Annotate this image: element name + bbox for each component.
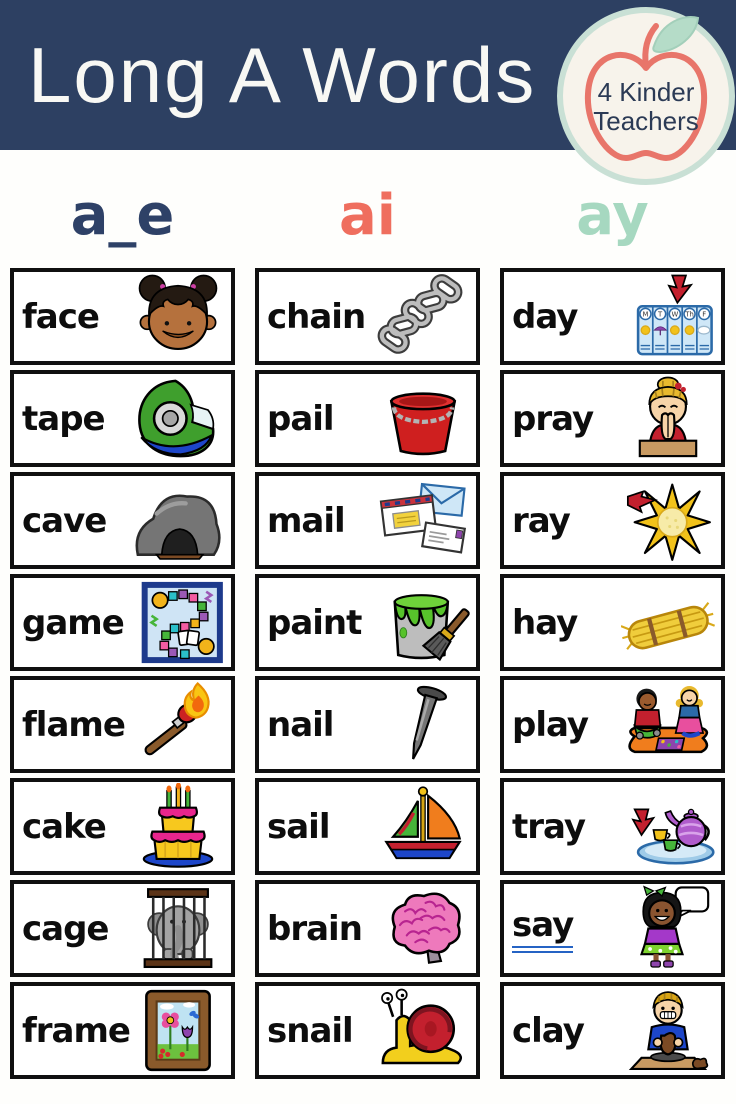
word-label: game (22, 602, 124, 643)
birthday-cake-icon (131, 783, 225, 870)
girl-face-icon (131, 273, 225, 360)
word-card-say (500, 880, 725, 977)
sun-ray-icon (621, 477, 715, 564)
chain-icon (376, 273, 470, 360)
word-label: say (512, 905, 573, 953)
word-card-pray (500, 370, 725, 467)
brand-logo (556, 6, 736, 186)
word-label: pray (512, 398, 594, 439)
word-card-ray (500, 472, 725, 569)
envelopes-icon (376, 477, 470, 564)
svg-text:T: T (658, 310, 663, 319)
word-card-paint (255, 574, 480, 671)
word-card-cage (10, 880, 235, 977)
cave-rock-icon (131, 477, 225, 564)
talking-girl-icon (621, 885, 715, 972)
svg-text:Th: Th (685, 310, 694, 319)
word-label: pail (267, 398, 334, 439)
word-label: chain (267, 296, 366, 337)
word-label: tray (512, 806, 586, 847)
word-label: hay (512, 602, 578, 643)
snail-icon (376, 987, 470, 1074)
word-label: day (512, 296, 578, 337)
picture-frame-icon (131, 987, 225, 1074)
word-label: nail (267, 704, 334, 745)
lit-match-icon (131, 681, 225, 768)
kids-playing-icon (621, 681, 715, 768)
word-card-frame (10, 982, 235, 1079)
word-card-mail (255, 472, 480, 569)
word-label: clay (512, 1010, 584, 1051)
column-headers (10, 176, 725, 256)
pottery-icon (621, 987, 715, 1074)
word-card-flame (10, 676, 235, 773)
word-card-play (500, 676, 725, 773)
column-header-ai: ai (339, 183, 396, 248)
board-game-icon (131, 579, 225, 666)
word-card-cake (10, 778, 235, 875)
word-label: ray (512, 500, 570, 541)
column-header-ay: ay (576, 183, 649, 248)
calendar-week-icon (621, 273, 715, 360)
word-label: frame (22, 1010, 130, 1051)
red-pail-icon (376, 375, 470, 462)
word-card-chain (255, 268, 480, 365)
word-card-cave (10, 472, 235, 569)
word-label: sail (267, 806, 330, 847)
poster-title: Long A Words (28, 31, 537, 119)
logo-text (556, 78, 736, 136)
word-label: snail (267, 1010, 353, 1051)
word-label: brain (267, 908, 362, 949)
tea-tray-icon (621, 783, 715, 870)
word-card-nail (255, 676, 480, 773)
metal-nail-icon (376, 681, 470, 768)
word-card-grid (10, 268, 725, 1079)
word-card-tray (500, 778, 725, 875)
caged-elephant-icon (131, 885, 225, 972)
word-label: cake (22, 806, 106, 847)
word-card-snail (255, 982, 480, 1079)
word-label: paint (267, 602, 362, 643)
word-card-game (10, 574, 235, 671)
word-label: play (512, 704, 589, 745)
word-label: cave (22, 500, 107, 541)
praying-child-icon (621, 375, 715, 462)
column-ay (500, 268, 725, 1079)
logo-text-line2: Teachers (593, 106, 699, 136)
column-ai (255, 268, 480, 1079)
tape-dispenser-icon (131, 375, 225, 462)
column-header-a_e: a_e (70, 183, 175, 248)
brain-icon (376, 885, 470, 972)
word-card-sail (255, 778, 480, 875)
word-card-clay (500, 982, 725, 1079)
word-card-tape (10, 370, 235, 467)
word-card-hay (500, 574, 725, 671)
word-card-face (10, 268, 235, 365)
word-card-brain (255, 880, 480, 977)
word-label: cage (22, 908, 109, 949)
word-label: tape (22, 398, 105, 439)
logo-text-line1: 4 Kinder (597, 77, 695, 107)
paint-can-icon (376, 579, 470, 666)
word-card-pail (255, 370, 480, 467)
word-card-day (500, 268, 725, 365)
word-label: mail (267, 500, 345, 541)
svg-text:M: M (642, 310, 649, 319)
svg-text:W: W (671, 310, 679, 319)
svg-text:F: F (702, 310, 707, 319)
word-label: flame (22, 704, 125, 745)
sailboat-icon (376, 783, 470, 870)
word-label: face (22, 296, 99, 337)
hay-bale-icon (621, 579, 715, 666)
column-a_e (10, 268, 235, 1079)
